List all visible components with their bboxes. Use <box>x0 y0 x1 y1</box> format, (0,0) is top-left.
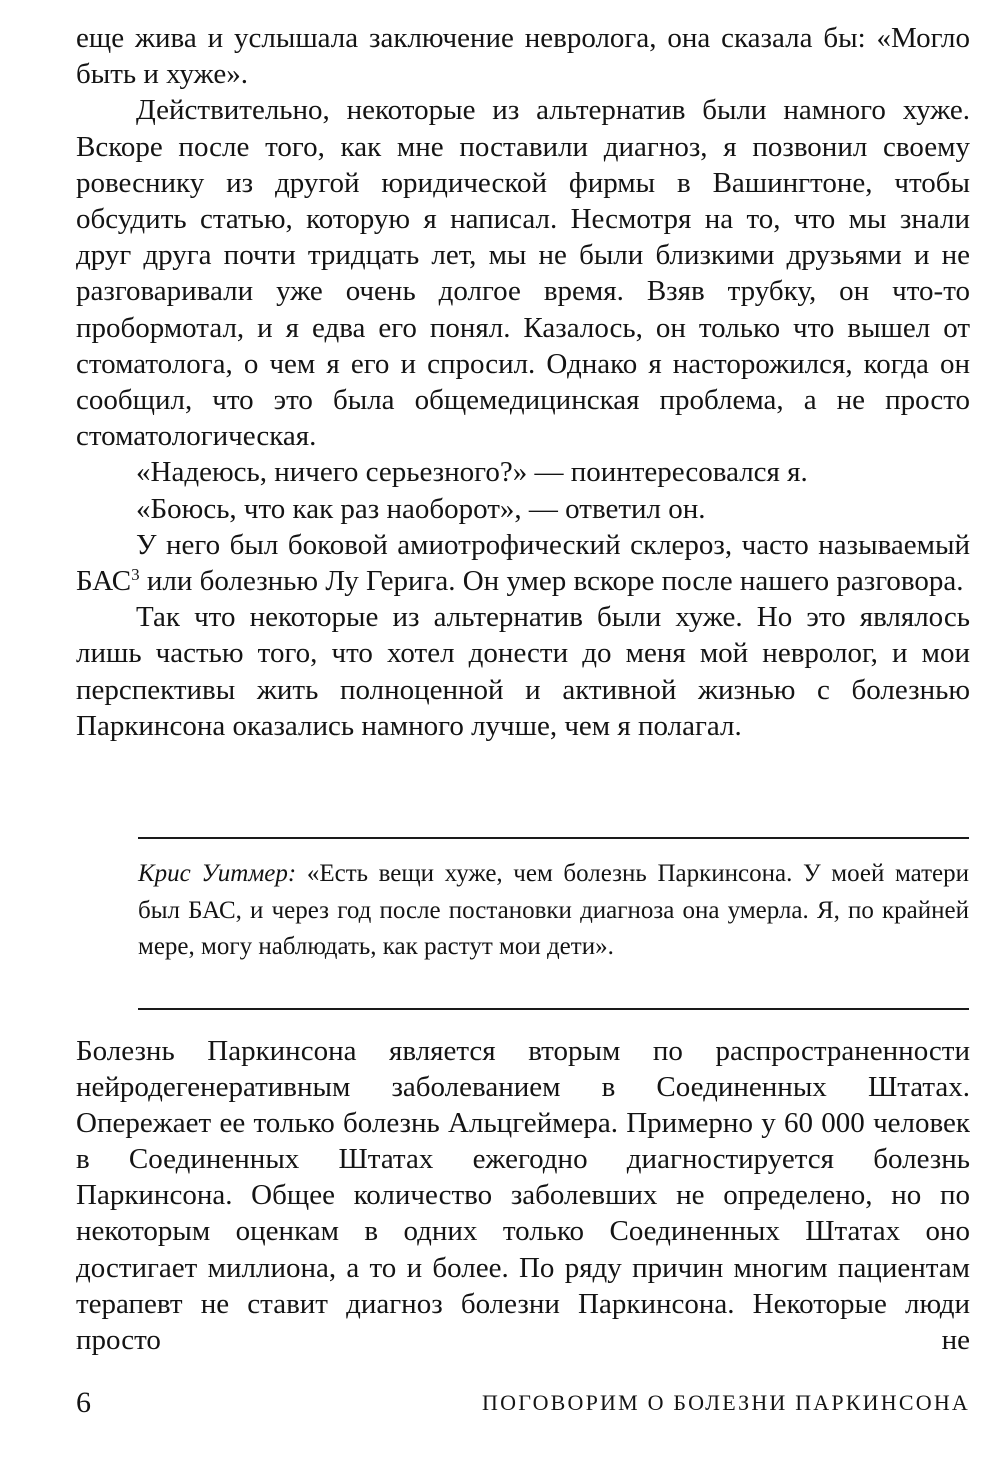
paragraph <box>76 527 970 599</box>
page-footer <box>76 1386 970 1426</box>
running-title: ПОГОВОРИМ О БОЛЕЗНИ ПАРКИНСОНА <box>482 1390 970 1415</box>
dialogue-line: «Надеюсь, ничего серьезного?» — поинтересовался я. <box>136 456 808 489</box>
paragraph: Так что некоторые из альтернатив были хуже. Но это являлось лишь частью того, что хотел донести до меня мой невролог, и мои перспективы жить полноценной и активной жизнью с болезнью Паркинсона оказались намного лучше, чем я полагал. <box>76 601 970 742</box>
dialogue-line: «Боюсь, что как раз наоборот», — ответил он. <box>136 492 706 525</box>
paragraph-text: или болезнью Лу Герига. Он умер вскоре после нашего разговора. <box>139 565 964 598</box>
quote-text: «Есть вещи хуже, чем болезнь Паркинсона. У моей матери был БАС, и через год после постановки диагноза она умерла. Я, по крайней мере, могу наблюдать, как растут мои дети». <box>138 860 969 960</box>
footnote-reference[interactable]: 3 <box>131 565 140 585</box>
paragraph: Болезнь Паркинсона является вторым по распространенности нейродегенеративным заболеванием в Соединенных Штатах. Опережает ее только болезнь Альцгеймера. Примерно у 60 000 человек в Соединенных Штатах ежегодно диагностируется болезнь Паркинсона. Общее количество заболевших не определено, но по некоторым оценкам в одних только Соединенных Штатах оно достигает миллиона, а то и более. По ряду причин многим пациентам терапевт не ставит диагноз болезни Паркинсона. Некоторые люди просто не <box>76 1035 970 1356</box>
paragraph-text: У него был боковой амиотрофический склероз, часто называемый БАС <box>76 528 970 598</box>
paragraph: Действительно, некоторые из альтернатив были намного хуже. Вскоре после того, как мне поставили диагноз, я позвонил своему ровеснику из другой юридической фирмы в Вашингтоне, чтобы обсудить статью, которую я написал. Несмотря на то, что мы знали друг друга почти тридцать лет, мы не были близкими друзьями и не разговаривали уже очень долгое время. Взяв трубку, он что-то пробормотал, и я едва его понял. Казалось, он только что вышел от стоматолога, о чем я его и спросил. Однако я насторожился, когда он сообщил, что это была общемедицинская проблема, а не просто стоматологическая. <box>76 94 970 453</box>
divider-bottom <box>138 1008 969 1010</box>
main-text-continued <box>76 1033 970 1358</box>
quote-block <box>138 856 969 966</box>
quote-author: Крис Уитмер: <box>138 860 297 887</box>
paragraph: еще жива и услышала заключение невролога, она сказала бы: «Могло быть и хуже». <box>76 22 970 91</box>
page-number: 6 <box>76 1386 91 1419</box>
divider-top <box>138 837 969 839</box>
main-text <box>76 20 970 744</box>
